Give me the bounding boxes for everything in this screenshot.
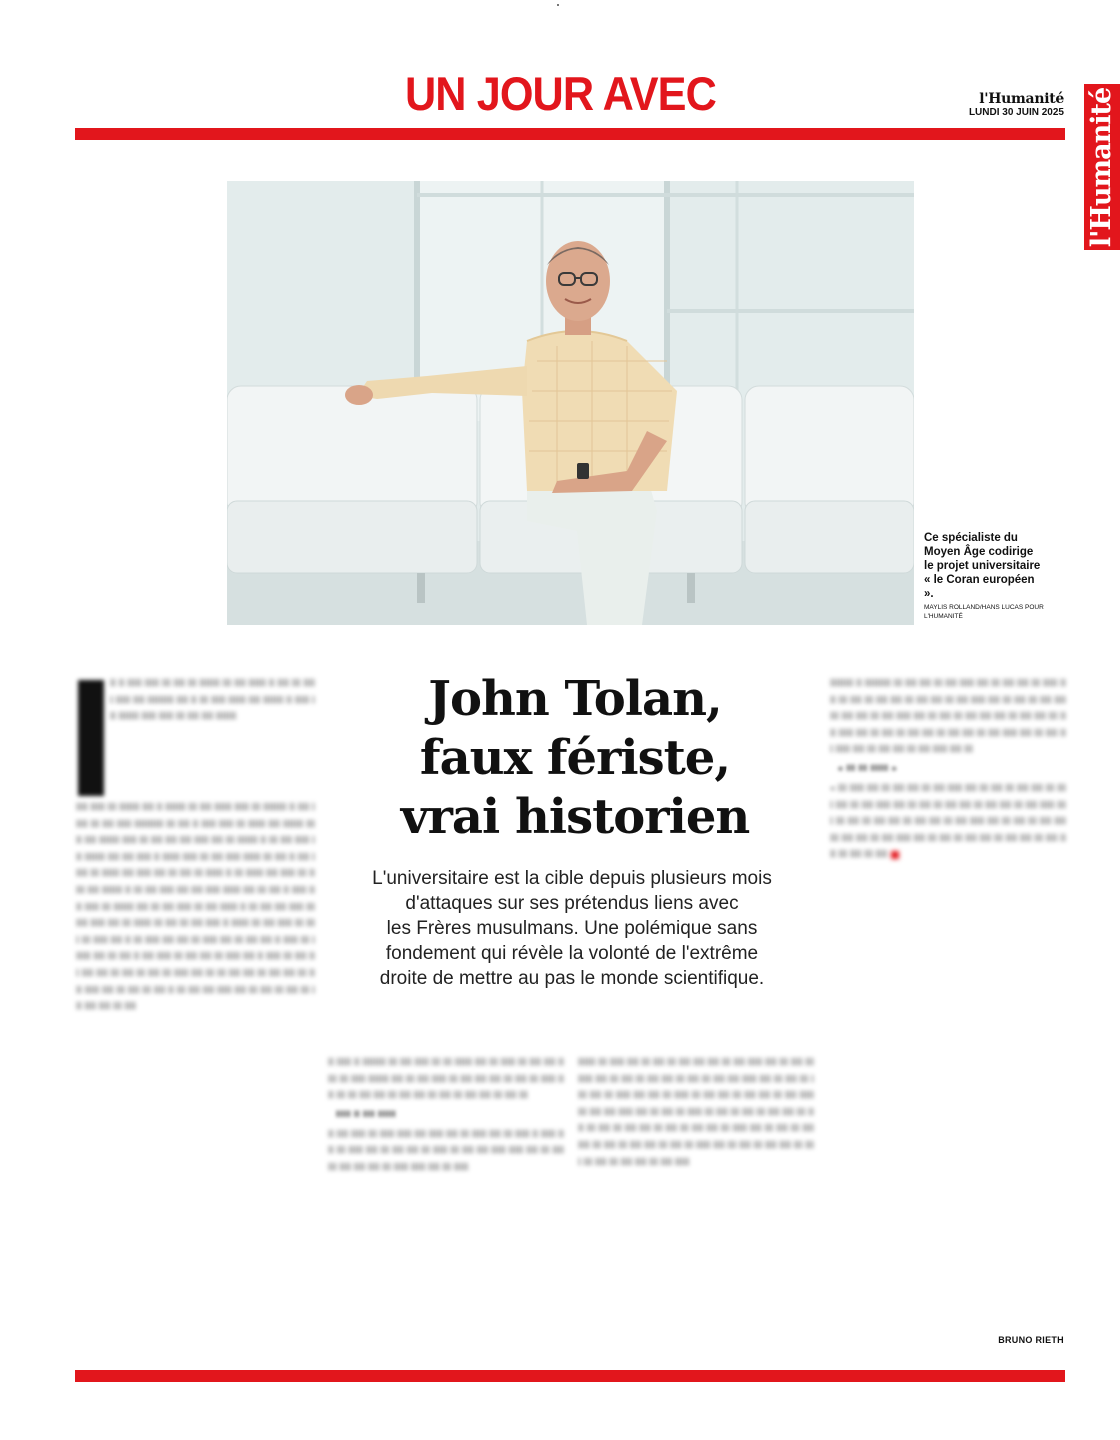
body-column-2	[328, 1055, 564, 1177]
blurred-subheading: lllll ll llll llllll	[336, 1108, 397, 1119]
standfirst-line: L'universitaire est la cible depuis plusieurs mois	[372, 868, 772, 889]
blurred-body-text: llll lllll lll lllllll llll ll lllllll lll llll llllll lllll lll llllllll ll llll lllll lll llll lllll llllllllll lll llll ll lllll lllll lll llllll llll lllllll lll ll llll lllllll lllll lll llll llll llll lllll llll lll lllllll ll lll llll lllll lll lllllll llll llll lllll ll llllll lllll lll llll lllll llllll lll llll ll llll lllll lll llllll llll lllll llll lll llll lll llllll ll lll llllll llll lllll lll lllll llll lllllll ll lll llll lllll llll llll lllll llllll llll lll llll ll lllll llll lllll lll lllllll llll lll llll lllll lll llll llllll ll lll llll llll lllll lll llll lllll llll lll llllll lll llll lll llll lllll ll llllll lll llll lllll lll llll lll lllll llll ll lll lllll llll llll lll lllll llll lll llll llll ll lllll lll llllll llll lll llll ll llll lllll lll llll llll lll lllll llll ll lllll lll llll lll llll llll lll llll lll llll lll lllll llll lll lll llll llll lll llll llll lll llll lllll llll lll llll lll llll ll lll llll llll lllll llll lll llll lll llll lll lll llll llll lll llll	[76, 802, 315, 1013]
standfirst-line: droite de mettre au pas le monde scientifique.	[379, 968, 765, 989]
standfirst-line: d'attaques sur ses prétendus liens avec	[405, 893, 739, 914]
body-column-1b	[76, 800, 315, 1016]
blurred-body-text: ll lllll ll llllllll lll llll lllll lll lll llllll llll lll lllll lll llll llll lllll lll lllll lllllll llll lll llll lllll lll llll llll llll lll llll lll lllll llll lll lll llll llll lll llll llll lll llll lll llll llll lll llll lll	[328, 1057, 564, 1102]
portrait-photo	[227, 181, 914, 625]
masthead-date: LUNDI 30 JUIN 2025	[968, 107, 1064, 118]
article-signature: BRUNO RIETH	[998, 1335, 1064, 1345]
photo-caption	[924, 531, 1044, 621]
side-logo-text: l'Humanité	[1086, 87, 1118, 247]
body-column-4	[830, 676, 1066, 864]
blurred-body-text: llllllll ll lllllllll lll llll llll lll llll lllll llll lll llll llll lll lllll llll lll llll lll llll llll lll llll llll lll llll lllll llll lll llll lll llll llll lll llll llll lll llll lllll llll lll llll lll llll llll llll lll llll llll lll llll lllll llll lll llll lll llll llll lll llll llll lll llll lllll llll lll llll lll lllll llll lll llll llll lll llll lllll llll lll	[830, 678, 1066, 756]
headline-line: vrai historien	[400, 789, 750, 845]
standfirst-line: les Frères musulmans. Une polémique sans	[386, 918, 758, 939]
blurred-body-text: ll ll lllll lllll lll llll lll lllllll lll llll llllll ll llll lll lllll lllll llll lllllllll llll ll lll lllll llllll llll lllllll ll lllll lll lllllll lllll lllll lll llll llll lllllll	[110, 678, 315, 723]
side-logo-tab	[1084, 84, 1120, 250]
blurred-body-text: ll llll lllll lll lllll lllll llll lllll llll lll lllll llll lll lllll ll lllll llll lll lllll llll lll llll llll lll lllll lll llll llll lllll lllll llll lll llll lll llll llll llll lll lllll lllll llll lll lllll	[328, 1128, 564, 1173]
blurred-body-text: llllll lll lllll llll lll llll lll llll llll llll lll llll lllll llll lll llll lll lllll llll lll llll lll llll llll lll llll lll llll llll lllll llll lll llll lll llll llll lll lllll llll llll lll lllll lll llll llll lll llll llll lll llll lllll lll llll llll lllll llll lll llll lll lllll lll llll lll llll lll llll llll lll llll lll llll lll llll llll lll llll lll llll llll lll lllll llll lll llll lll llll llll lll llll lll llll llll lll llll lll lllll llll lll llll lll llll llll lll llll lll llll lll llll llll lll llll lllll	[578, 1057, 814, 1168]
end-mark	[891, 851, 899, 859]
body-column-3	[578, 1055, 814, 1171]
drop-cap	[78, 680, 104, 796]
top-red-rule	[75, 128, 1065, 140]
headline-line: John Tolan,	[428, 671, 722, 727]
caption-text: Ce spécialiste du Moyen Âge codirige le projet universitaire « le Coran européen ».	[924, 532, 1041, 600]
standfirst-line: fondement qui révèle la volonté de l'extrême	[385, 943, 759, 964]
bottom-red-rule	[75, 1370, 1065, 1382]
portrait-illustration	[227, 181, 914, 625]
headline-line: faux fériste,	[419, 730, 731, 786]
masthead-name: l'Humanité	[979, 91, 1064, 107]
photo-credit: MAYLIS ROLLAND/HANS LUCAS POUR L'HUMANITÉ	[924, 604, 1044, 620]
blurred-subheading: « lll lll llllll »	[838, 762, 898, 773]
body-column-1a	[110, 676, 315, 726]
blurred-body-text: « lll lllll llll lll llll llll lll llll lllll llll lll llll lll llll llll lll llll llll lll llll lllll llll lll llll lll llll llll lll llll llll lll llll lllll llll lll llll lll llll llll lll llll llll lll llll lllll llll lll llll lll llll llll lll llll llll lll llll lllll llll lll llll lll llll llll lll llll llll lll llll llll lll llll lll llll	[830, 782, 1066, 861]
page-marker	[557, 4, 559, 6]
section-rubric: UN JOUR AVEC	[405, 67, 716, 120]
masthead	[969, 92, 1064, 118]
article-standfirst	[352, 866, 792, 991]
article-headline	[330, 670, 820, 847]
